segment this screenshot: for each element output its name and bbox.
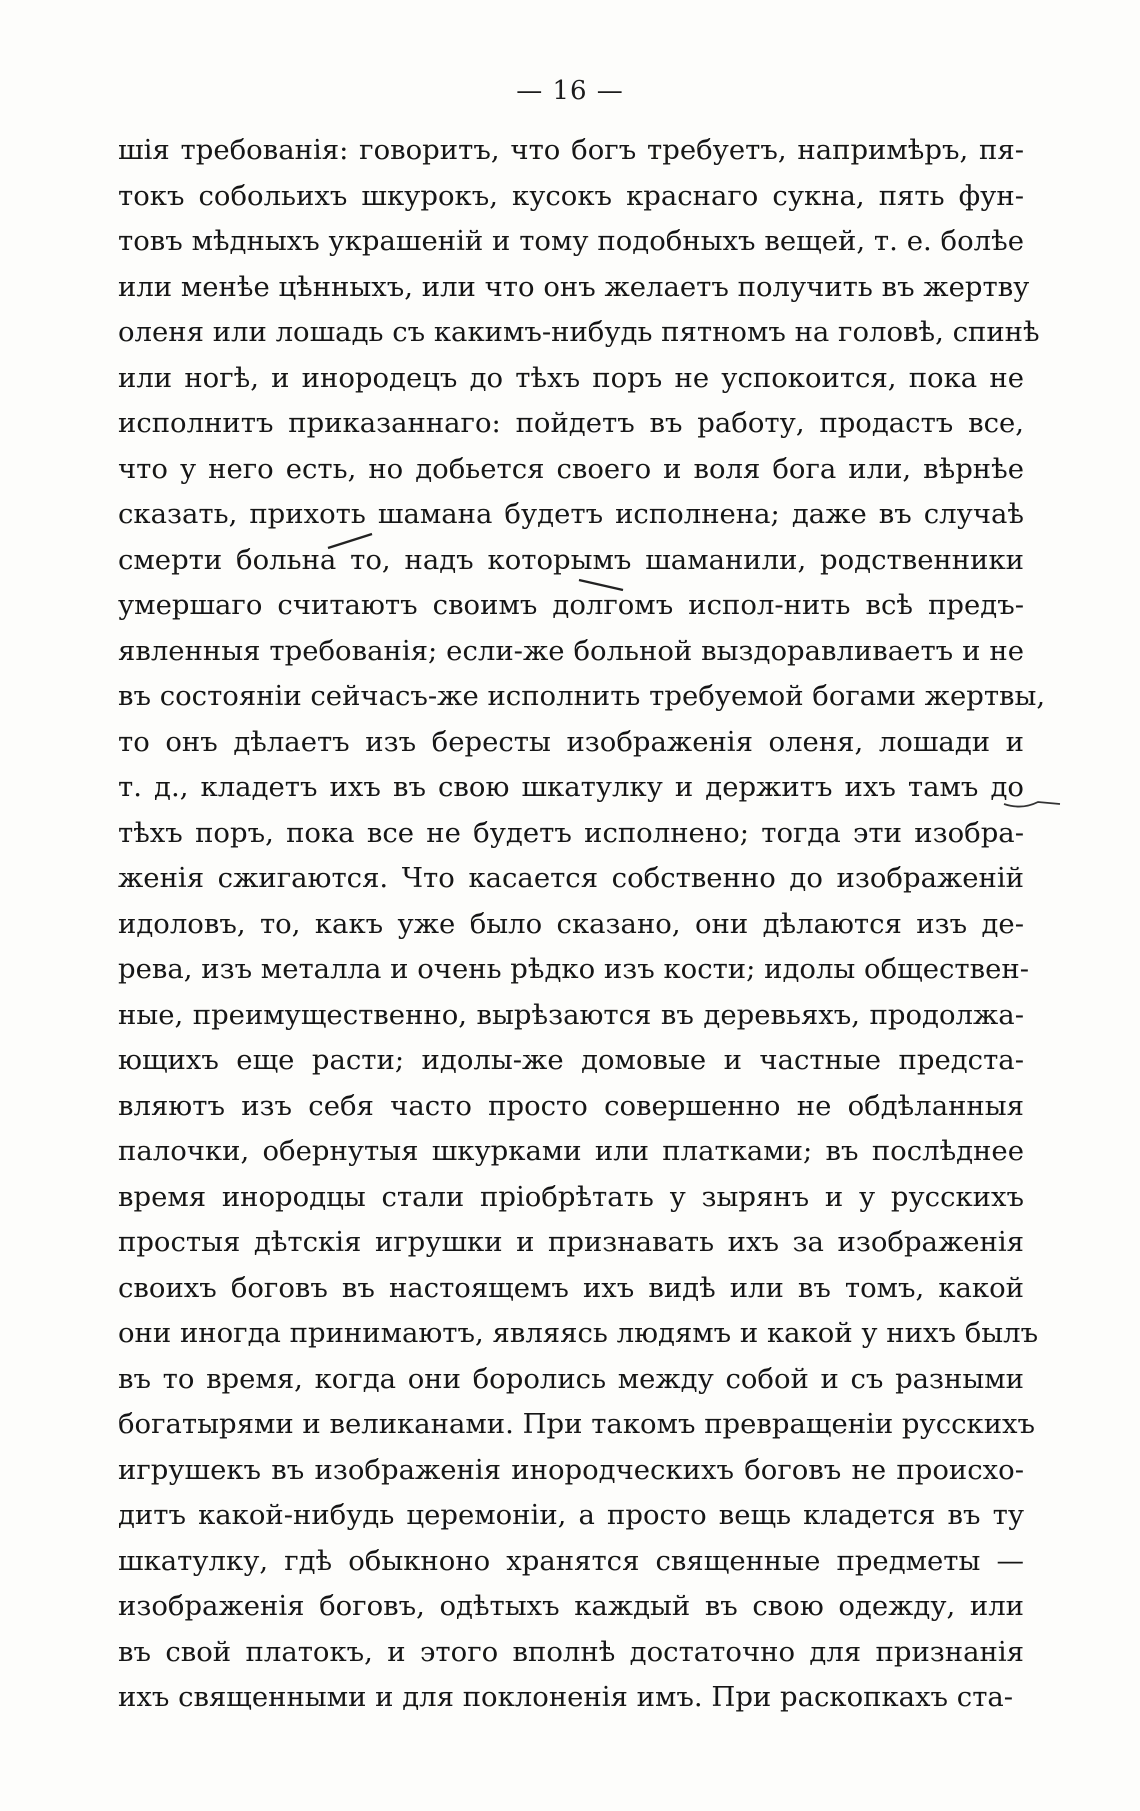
- text-line: или менѣе цѣнныхъ, или что онъ желаетъ получить въ жертву: [118, 270, 1030, 303]
- text-line: токъ собольихъ шкурокъ, кусокъ краснаго сукна, пять фун-: [118, 179, 1024, 212]
- text-line: идоловъ, то, какъ уже было сказано, они дѣлаются изъ де-: [118, 907, 1024, 940]
- body-text: [118, 128, 1046, 1721]
- text-line: оленя или лошадь съ какимъ-нибудь пятномъ на головѣ, спинѣ: [118, 316, 1040, 348]
- text-line: явленныя требованія; если-же больной выздоравливаетъ и не: [118, 634, 1024, 667]
- text-line: своихъ боговъ въ настоящемъ ихъ видѣ или въ томъ, какой: [118, 1271, 1024, 1304]
- text-line: смерти больна то, надъ которымъ шаманили, родственники: [118, 543, 1024, 576]
- text-line: сказать, прихоть шамана будетъ исполнена; даже въ случаѣ: [118, 498, 1024, 530]
- text-line: тѣхъ поръ, пока все не будетъ исполнено; тогда эти изобра-: [118, 816, 1024, 849]
- text-line: то онъ дѣлаетъ изъ бересты изображенія оленя, лошади и: [118, 725, 1024, 758]
- text-line: умершаго считаютъ своимъ долгомъ испол-нить всѣ предъ-: [118, 589, 1024, 621]
- text-line: они иногда принимаютъ, являясь людямъ и какой у нихъ былъ: [118, 1317, 1039, 1349]
- text-line: т. д., кладетъ ихъ въ свою шкатулку и держитъ ихъ тамъ до: [118, 771, 1024, 803]
- text-line: палочки, обернутыя шкурками или платками; въ послѣднее: [118, 1135, 1024, 1167]
- text-line: ихъ священными и для поклоненія имъ. При раскопкахъ ста-: [118, 1681, 1014, 1713]
- text-line: исполнитъ приказаннаго: пойдетъ въ работу, продастъ все,: [118, 407, 1024, 439]
- text-line: дитъ какой-нибудь церемоніи, а просто вещь кладется въ ту: [118, 1499, 1024, 1531]
- text-line: въ то время, когда они боролись между собой и съ разными: [118, 1362, 1024, 1395]
- text-line: женія сжигаются. Что касается собственно до изображеній: [118, 862, 1024, 894]
- text-line: шкатулку, гдѣ обыкноно хранятся священные предметы —: [118, 1544, 1024, 1577]
- text-line: вляютъ изъ себя часто просто совершенно не обдѣланныя: [118, 1089, 1024, 1122]
- page-number: — 16 —: [516, 76, 624, 106]
- text-line: шія требованія: говоритъ, что богъ требуетъ, напримѣръ, пя-: [118, 134, 1024, 166]
- text-line: ные, преимущественно, вырѣзаются въ деревьяхъ, продолжа-: [118, 998, 1024, 1031]
- text-line: или ногѣ, и инородецъ до тѣхъ поръ не успокоится, пока не: [118, 361, 1024, 394]
- text-line: товъ мѣдныхъ украшеній и тому подобныхъ вещей, т. е. болѣе: [118, 225, 1024, 257]
- text-line: ющихъ еще расти; идолы-же домовые и частные предста-: [118, 1044, 1024, 1076]
- text-line: въ свой платокъ, и этого вполнѣ достаточно для признанія: [118, 1635, 1024, 1668]
- text-line: богатырями и великанами. При такомъ превращеніи русскихъ: [118, 1408, 1036, 1440]
- text-line: рева, изъ металла и очень рѣдко изъ кости; идолы обществен-: [118, 953, 1030, 985]
- text-line: простыя дѣтскія игрушки и признавать ихъ за изображенія: [118, 1226, 1024, 1258]
- text-line: время инородцы стали пріобрѣтать у зырянъ и у русскихъ: [118, 1180, 1024, 1213]
- text-line: что у него есть, но добьется своего и воля бога или, вѣрнѣе: [118, 452, 1024, 485]
- text-line: изображенія боговъ, одѣтыхъ каждый въ свою одежду, или: [118, 1590, 1024, 1622]
- text-line: игрушекъ въ изображенія инородческихъ боговъ не происхо-: [118, 1453, 1024, 1486]
- text-line: въ состояніи сейчасъ-же исполнить требуемой богами жертвы,: [118, 680, 1046, 712]
